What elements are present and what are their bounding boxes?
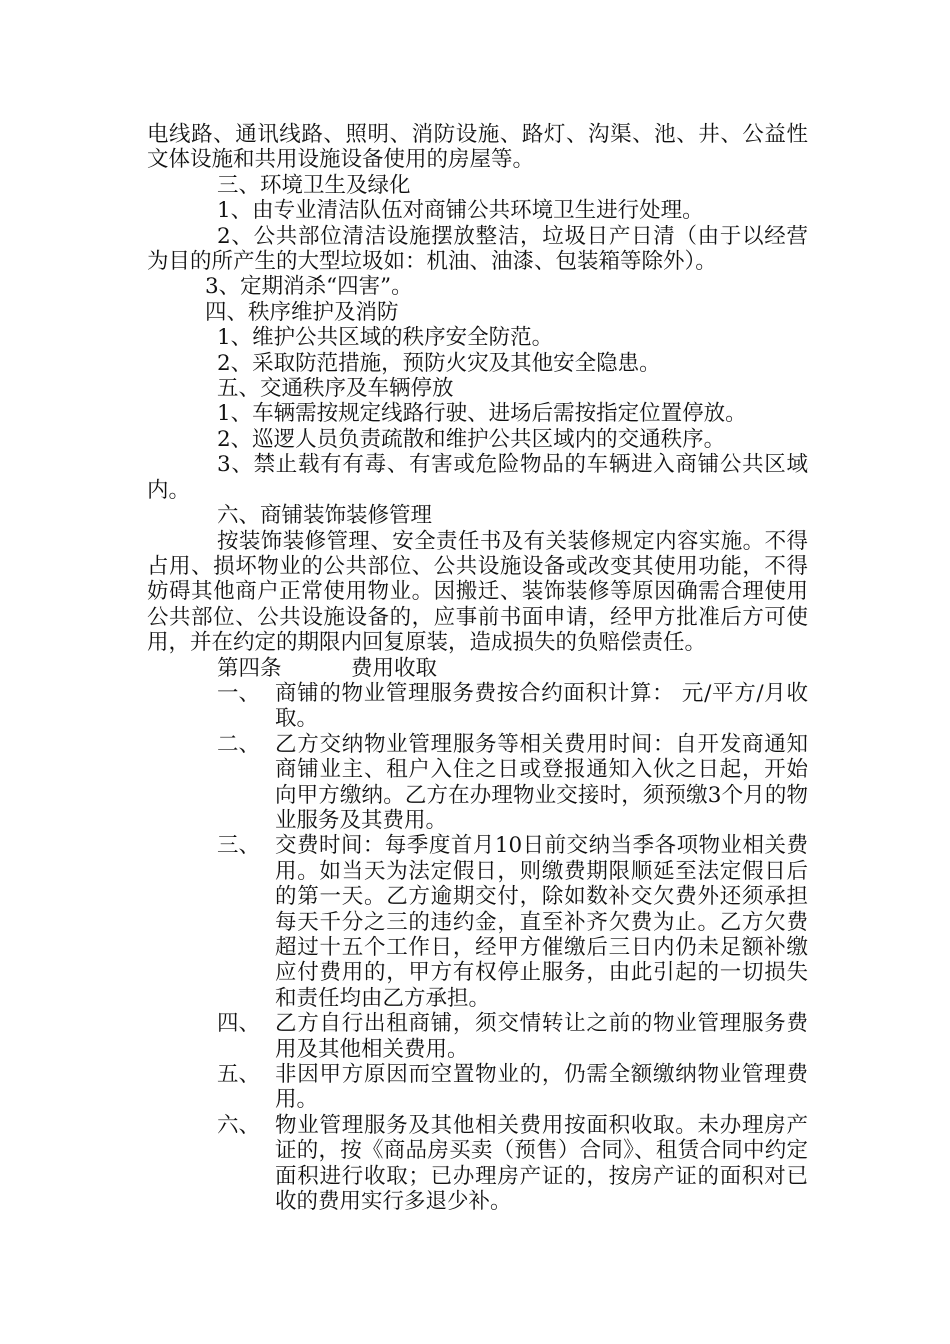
- list-item-text: 非因甲方原因而空置物业的，仍需全额缴纳物业管理费用。: [275, 1062, 808, 1113]
- list-item-number: 二、: [217, 731, 261, 757]
- list-item-number: 五、: [217, 1062, 261, 1088]
- list-item: [147, 833, 808, 1011]
- list-item-text: 商铺的物业管理服务费按合约面积计算： 元/平方/月收取。: [275, 680, 808, 732]
- article-title: 费用收取: [351, 655, 438, 681]
- paragraph: 3、禁止载有有毒、有害或危险物品的车辆进入商铺公共区域内。: [147, 452, 808, 503]
- list-item-text: 物业管理服务及其他相关费用按面积收取。未办理房产证的，按《商品房买卖（预售）合同》、租赁合同中约定面积进行收取；已办理房产证的，按房产证的面积对已收的费用实行多退少补。: [275, 1112, 808, 1215]
- document-body: [147, 122, 808, 1214]
- list-item-text: 乙方交纳物业管理服务等相关费用时间：自开发商通知商铺业主、租户入住之日或登报通知入伙之日起，开始向甲方缴纳。乙方在办理物业交接时，须预缴3个月的物业服务及其费用。: [275, 731, 808, 833]
- paragraph: 3、定期消杀“四害”。: [205, 274, 413, 300]
- section-heading-renovation: 六、商铺装饰装修管理: [217, 503, 433, 529]
- article-heading: [147, 656, 808, 681]
- list-item: [147, 681, 808, 732]
- list-item-number: 一、: [217, 680, 261, 706]
- paragraph: 2、采取防范措施，预防火灾及其他安全隐患。: [217, 350, 661, 376]
- paragraph: 按装饰装修管理、安全责任书及有关装修规定内容实施。不得占用、损坏物业的公共部位、公共设施设备或改变其使用功能，不得妨碍其他商户正常使用物业。因搬迁、装饰装修等原因确需合理使用公共部位、公共设施设备的，应事前书面申请，经甲方批准后方可使用，并在约定的期限内回复原装，造成损失的负赔偿责任。: [147, 528, 808, 656]
- list-item: [147, 732, 808, 834]
- paragraph-continuation: 电线路、通讯线路、照明、消防设施、路灯、沟渠、池、井、公益性文体设施和共用设施设备使用的房屋等。: [147, 122, 808, 173]
- paragraph: 1、由专业清洁队伍对商铺公共环境卫生进行处理。: [217, 198, 704, 224]
- list-item-number: 四、: [217, 1011, 261, 1037]
- paragraph: 1、维护公共区域的秩序安全防范。: [217, 325, 554, 351]
- list-item-text: 乙方自行出租商铺，须交情转让之前的物业管理服务费用及其他相关费用。: [275, 1011, 808, 1062]
- list-item-text: 交费时间：每季度首月10日前交纳当季各项物业相关费用。如当天为法定假日，则缴费期限顺延至法定假日后的第一天。乙方逾期交付，除如数补交欠费外还须承担每天千分之三的违约金，直至补齐欠费为止。乙方欠费超过十五个工作日，经甲方催缴后三日内仍未足额补缴应付费用的，甲方有权停止服务，由此引起的一切损失和责任均由乙方承担。: [275, 833, 808, 1011]
- paragraph: 2、巡逻人员负责疏散和维护公共区域内的交通秩序。: [217, 426, 726, 452]
- list-item-number: 三、: [217, 833, 261, 859]
- list-item: [147, 1062, 808, 1113]
- paragraph: 2、公共部位清洁设施摆放整洁，垃圾日产日清（由于以经营为目的所产生的大型垃圾如：机油、油漆、包装箱等除外）。: [147, 223, 808, 275]
- section-heading-traffic: 五、交通秩序及车辆停放: [217, 376, 454, 402]
- list-item: [147, 1113, 808, 1215]
- list-item: [147, 1011, 808, 1062]
- section-heading-order: 四、秩序维护及消防: [205, 299, 399, 325]
- fee-items-list: [147, 681, 808, 1215]
- section-heading-hygiene: 三、环境卫生及绿化: [217, 172, 411, 198]
- list-item-number: 六、: [217, 1112, 261, 1138]
- article-number: 第四条: [217, 655, 282, 681]
- paragraph: 1、车辆需按规定线路行驶、进场后需按指定位置停放。: [217, 401, 747, 427]
